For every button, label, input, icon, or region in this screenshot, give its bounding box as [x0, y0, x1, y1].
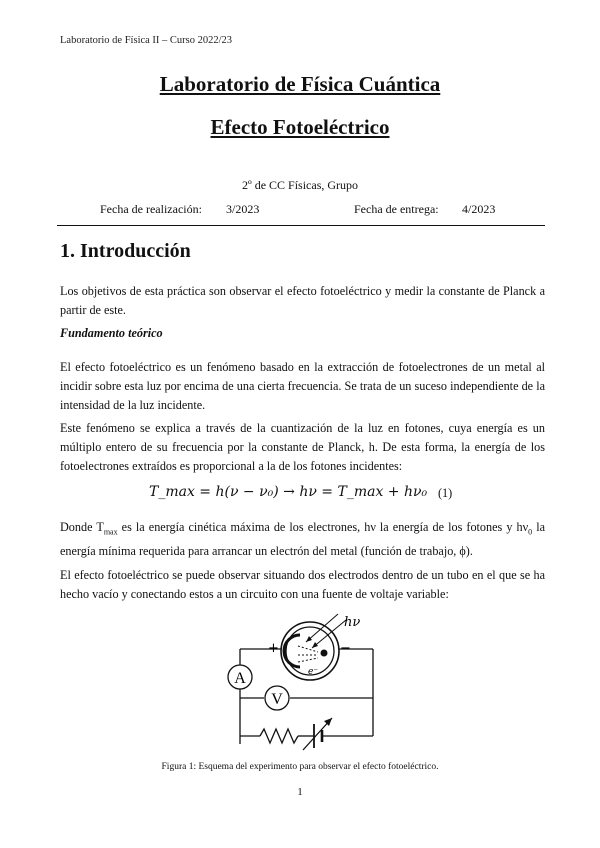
ammeter-label: A [234, 670, 246, 687]
delivery-label: Fecha de entrega: [354, 202, 439, 216]
section-title: Introducción [80, 240, 191, 262]
group-line: 2º de CC Físicas, Grupo [241, 178, 359, 192]
anode-icon [321, 650, 328, 657]
paragraph-4: El efecto fotoeléctrico se puede observar situando dos electrodos dentro de un tubo en el que se ha hecho vacío y conectando estos a un circuito con una fuente de voltaje variable: [60, 568, 545, 601]
electron-label: e⁻ [308, 667, 319, 677]
paragraph-3 [60, 518, 545, 561]
realization-date: 3/2023 [226, 202, 260, 216]
intro-paragraph: Los objetivos de esta práctica son observar el efecto fotoeléctrico y medir la constante de Planck a partir de este. [60, 284, 545, 317]
p3-part-a: Donde T [60, 520, 104, 534]
p3-part-c: la energía mínima requerida para arrancar un electrón del metal (función de trabajo, ϕ). [60, 520, 546, 559]
subtitle: Efecto Fotoeléctrico [210, 115, 390, 139]
voltmeter-label: V [271, 691, 283, 708]
equation: T_max = h(ν − ν₀) → hν = T_max + hν₀ [149, 484, 428, 500]
header-rule [57, 225, 545, 226]
subheading: Fundamento teórico [60, 326, 163, 340]
main-title: Laboratorio de Física Cuántica [159, 72, 441, 96]
tmax-subscript: max [103, 527, 118, 537]
paragraph-2: Este fenómeno se explica a través de la cuantización de la luz en fotones, cuya energía es un múltiplo entero de su frecuencia por la constante de Planck, h. De esta forma, la energía de los fotoelectrones extraídos es proporcional a la de los fotones incidentes: [60, 421, 545, 473]
equation-number: (1) [438, 486, 453, 500]
section-number: 1. [60, 240, 75, 262]
figure-caption: Figura 1: Esquema del experimento para observar el efecto fotoeléctrico. [161, 762, 439, 772]
photon-label: hν [344, 615, 361, 630]
nu0-subscript: 0 [528, 527, 533, 537]
minus-sign: − [340, 641, 351, 656]
running-header: Laboratorio de Física II – Curso 2022/23 [60, 35, 233, 46]
paragraph-1: El efecto fotoeléctrico es un fenómeno basado en la extracción de fotoelectrones de un metal al incidir sobre esta luz por encima de una cierta frecuencia. Se trata de un suceso independiente de la intensidad de la luz incidente. [60, 360, 545, 412]
section-heading [60, 240, 191, 263]
delivery-date: 4/2023 [462, 202, 496, 216]
realization-label: Fecha de realización: [100, 202, 202, 216]
photoelectric-circuit-diagram [210, 608, 390, 758]
plus-sign: + [268, 641, 279, 656]
p3-part-b: es la energía cinética máxima de los electrones, hν la energía de los fotones y hν [117, 520, 529, 534]
page-number: 1 [297, 786, 303, 798]
